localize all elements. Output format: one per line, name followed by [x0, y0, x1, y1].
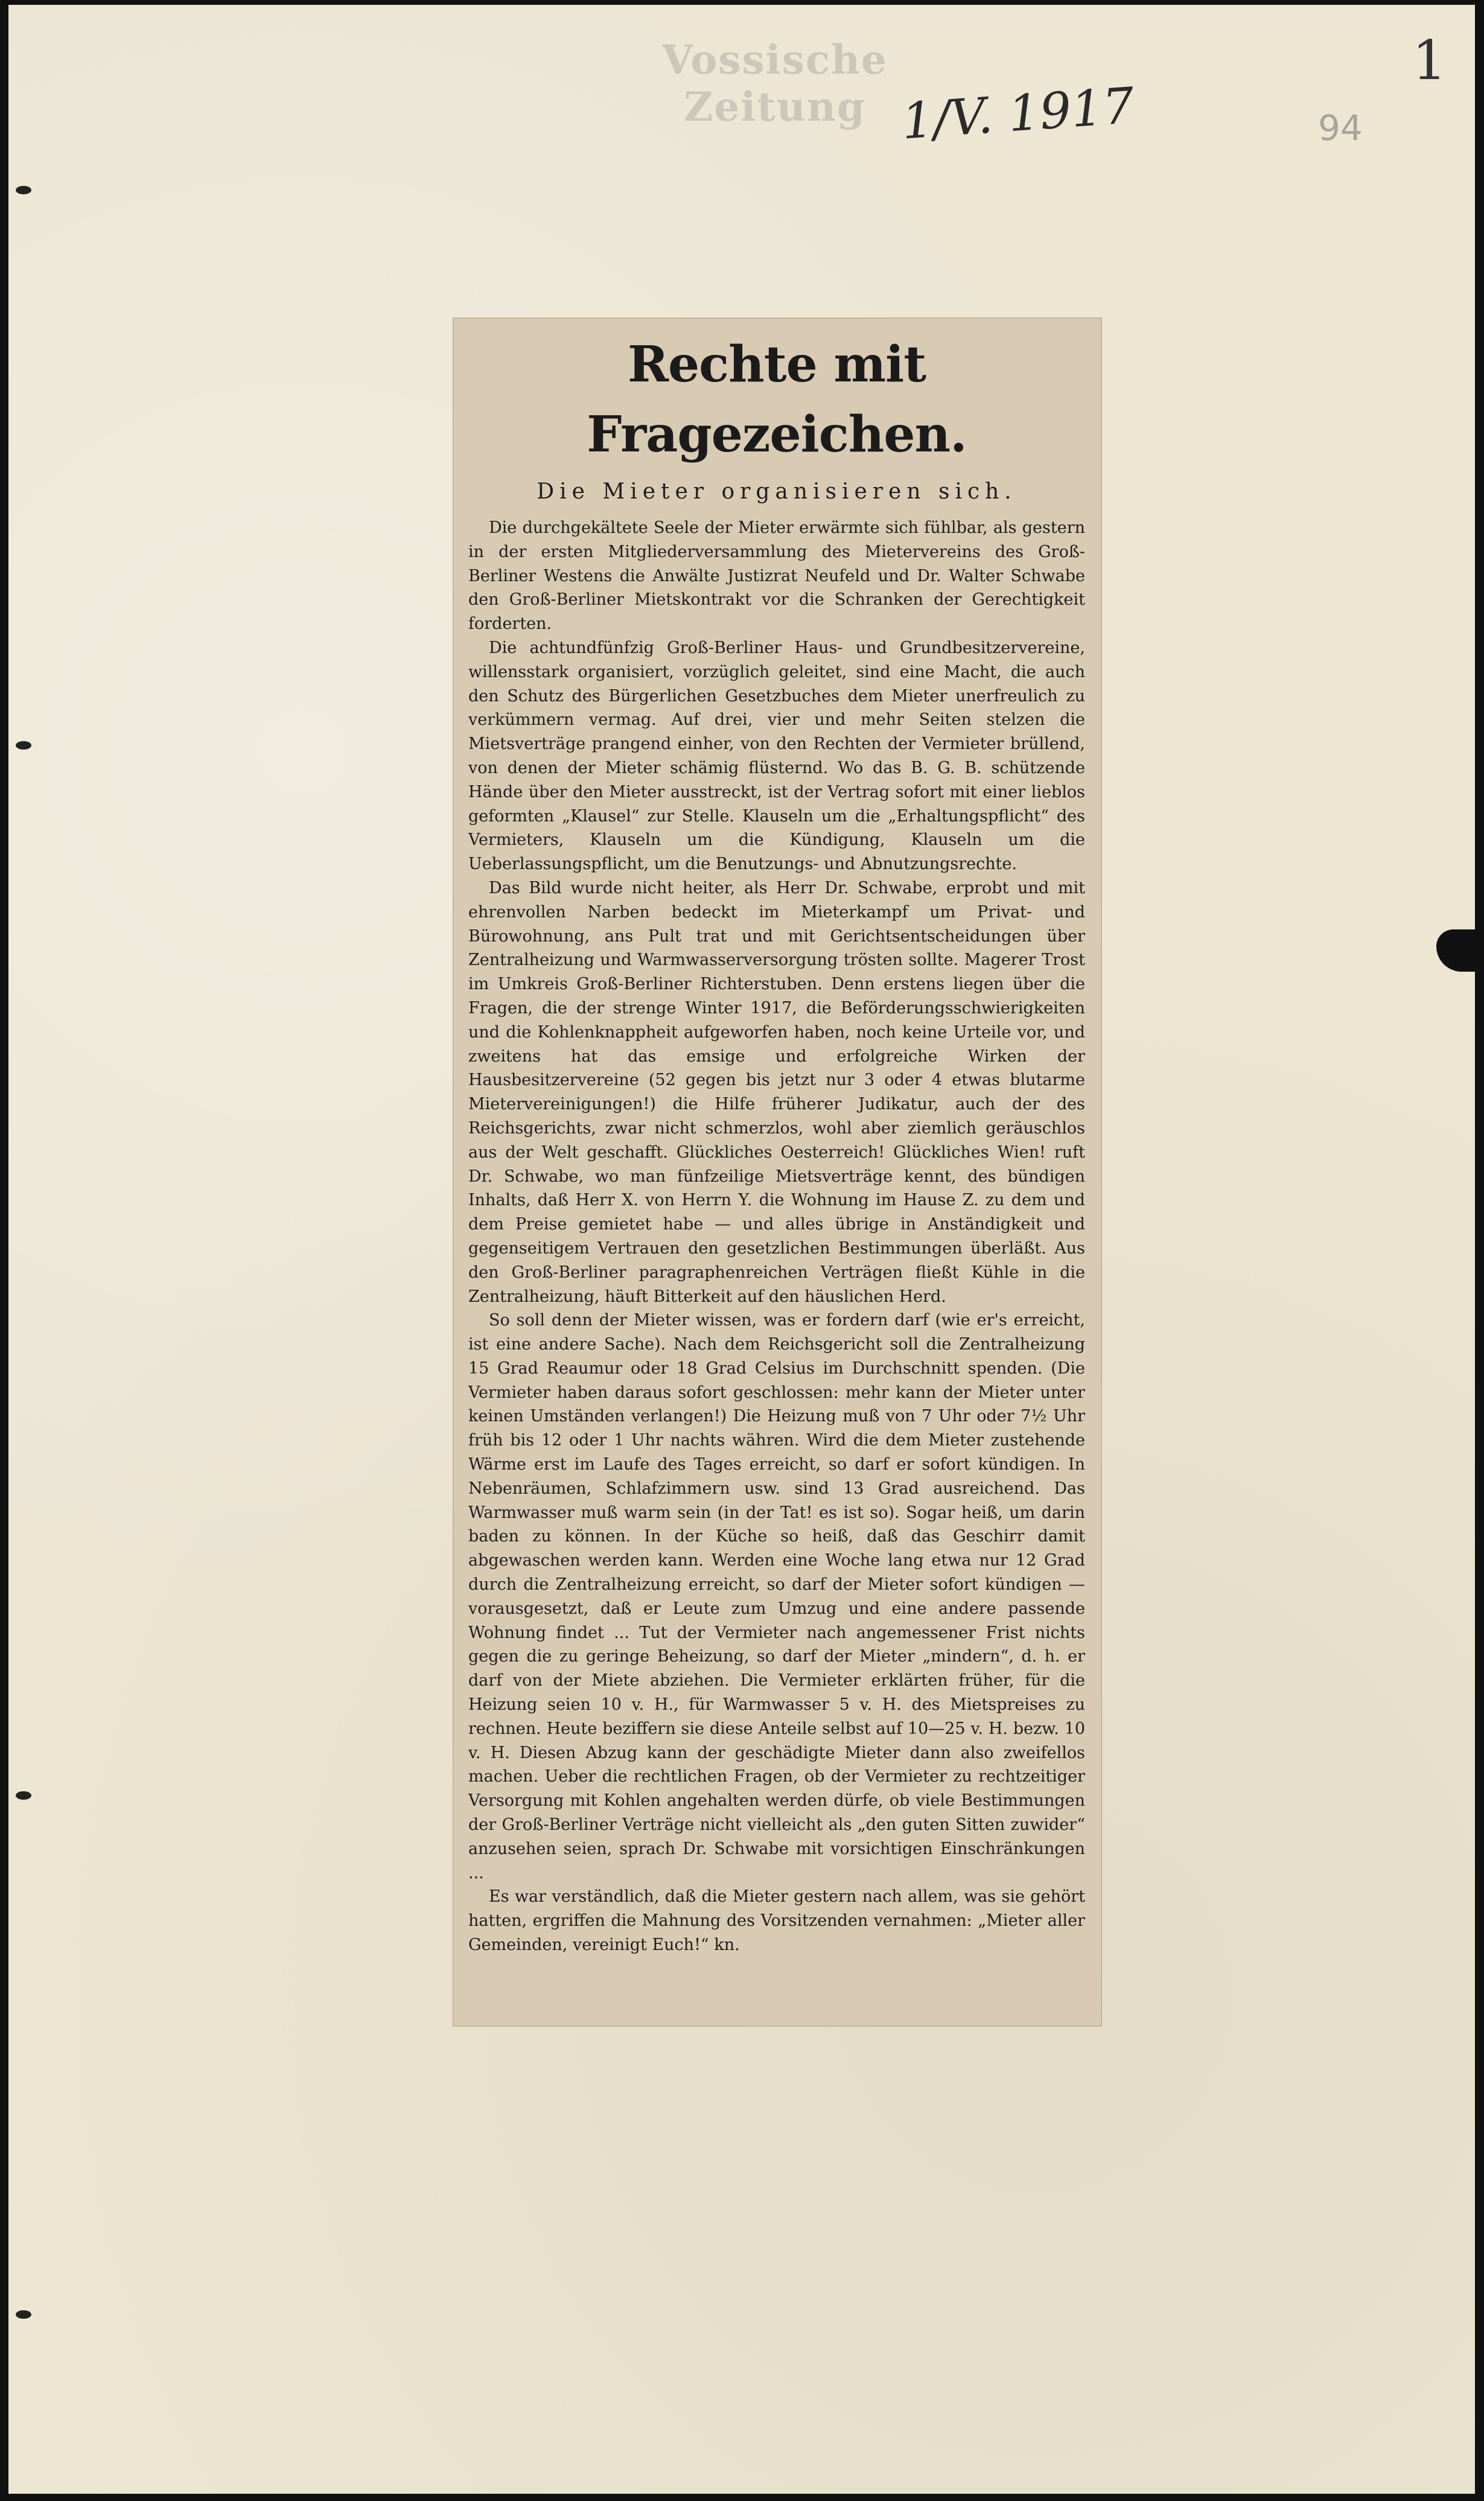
handwritten-number: 1: [1412, 29, 1447, 92]
article-paragraph: Das Bild wurde nicht heiter, als Herr Dr. Schwabe, erprobt und mit ehrenvollen Narben bedeckt im Mieterkampf um Privat- und Bürowohnung, ans Pult trat und mit Gerichtsentscheidungen über Zentralheizung und Warmwasserversorgung trösten sollte. Magerer Trost im Umkreis Groß-Berliner Richterstuben. Denn erstens liegen über die Fragen, die der strenge Winter 1917, die Beförderungsschwierigkeiten und die Kohlenknappheit aufgeworfen haben, noch keine Urteile vor, und zweitens hat das emsige und erfolgreiche Wirken der Hausbesitzervereine (52 gegen bis jetzt nur 3 oder 4 etwas blutarme Mietervereinigungen!) die Hilfe früherer Judikatur, auch der des Reichsgerichts, zwar nicht schmerzlos, wohl aber ziemlich geräuschlos aus der Welt geschafft. Glückliches Oesterreich! Glückliches Wien! ruft Dr. Schwabe, wo man fünfzeilige Mietsverträge kennt, des bündigen Inhalts, daß Herr X. von Herrn Y. die Wohnung im Hause Z. zu dem und dem Preise gemietet habe — und alles übrige in Anständigkeit und gegenseitigem Vertrauen den gesetzlichen Bestimmungen überläßt. Aus den Groß-Berliner paragraphenreichen Verträgen fließt Kühle in die Zentralheizung, häuft Bitterkeit auf den häuslichen Herd.: [468, 878, 1085, 1306]
punch-hole: [16, 1791, 31, 1800]
article-paragraph: So soll denn der Mieter wissen, was er fordern darf (wie er's erreicht, ist eine andere Sache). Nach dem Reichsgericht soll die Zentralheizung 15 Grad Reaumur oder 18 Grad Celsius im Durchschnitt spenden. (Die Vermieter haben daraus sofort geschlossen: mehr kann der Mieter unter keinen Umständen verlangen!) Die Heizung muß von 7 Uhr oder 7½ Uhr früh bis 12 oder 1 Uhr nachts währen. Wird die dem Mieter zustehende Wärme erst im Laufe des Tages erreicht, so darf er sofort kündigen. In Nebenräumen, Schlafzimmern usw. sind 13 Grad ausreichend. Das Warmwasser muß warm sein (in der Tat! es ist so). Sogar heiß, um darin baden zu können. In der Küche so heiß, daß das Geschirr damit abgewaschen werden kann. Werden eine Woche lang etwa nur 12 Grad durch die Zentralheizung erreicht, so darf der Mieter sofort kündigen — vorausgesetzt, daß er Leute zum Umzug und eine andere passende Wohnung findet ... Tut der Vermieter nach angemessener Frist nichts gegen die zu geringe Beheizung, so darf der Mieter „mindern“, d. h. er darf von der Miete abziehen. Die Vermieter erklärten früher, für die Heizung seien 10 v. H., für Warmwasser 5 v. H. des Mietspreises zu rechnen. Heute beziffern sie diese Anteile selbst auf 10—25 v. H. bezw. 10 v. H. Diesen Abzug kann der geschädigte Mieter dann also zweifellos machen. Ueber die rechtlichen Fragen, ob der Vermieter zu rechtzeitiger Versorgung mit Kohlen angehalten werden dürfe, ob viele Bestimmungen der Groß-Berliner Verträge nicht vielleicht als „den guten Sitten zuwider“ anzusehen seien, sprach Dr. Schwabe mit vorsichtigen Einschränkungen ...: [468, 1311, 1085, 1882]
newspaper-stamp: Vossische Zeitung: [662, 36, 888, 130]
article-headline: Rechte mit Fragezeichen.: [587, 336, 967, 464]
punch-hole: [16, 741, 31, 750]
article-subheadline: Die Mieter organisieren sich.: [537, 479, 1017, 504]
article-paragraph: [468, 1885, 1085, 1957]
article-body: [468, 516, 1085, 1957]
newspaper-clipping: [454, 319, 1101, 2025]
handwritten-date: 1/V. 1917: [900, 77, 1136, 151]
article-signature: kn.: [714, 1935, 740, 1955]
pencil-page-number: 94: [1318, 107, 1363, 148]
punch-hole: [16, 2310, 31, 2319]
article-paragraph: Die durchgekältete Seele der Mieter erwärmte sich fühlbar, als gestern in der ersten Mitgliederversammlung des Mietervereins des Groß-Berliner Westens die Anwälte Justizrat Neufeld und Dr. Walter Schwabe den Groß-Berliner Mietskontrakt vor die Schranken der Gerechtigkeit forderten.: [468, 518, 1085, 634]
archive-sheet: [8, 5, 1475, 2494]
punch-hole: [16, 186, 31, 194]
article-paragraph: Die achtundfünfzig Groß-Berliner Haus- und Grundbesitzervereine, willensstark organisiert, vorzüglich geleitet, sind eine Macht, die auch den Schutz des Bürgerlichen Gesetzbuches dem Mieter unerfreulich zu verkümmern vermag. Auf drei, vier und mehr Seiten stelzen die Mietsverträge prangend einher, von den Rechten der Vermieter brüllend, von denen der Mieter schämig flüsternd. Wo das B. G. B. schützende Hände über den Mieter ausstreckt, ist der Vertrag sofort mit einer lieblos geformten „Klausel“ zur Stelle. Klauseln um die „Erhaltungspflicht“ des Vermieters, Klauseln um die Kündigung, Klauseln um die Ueberlassungspflicht, um die Benutzungs- und Abnutzungsrechte.: [468, 638, 1085, 874]
article-paragraph-text: Es war verständlich, daß die Mieter gestern nach allem, was sie gehört hatten, ergriffen die Mahnung des Vorsitzenden vernahmen: „Mieter aller Gemeinden, vereinigt Euch!“: [468, 1887, 1085, 1955]
